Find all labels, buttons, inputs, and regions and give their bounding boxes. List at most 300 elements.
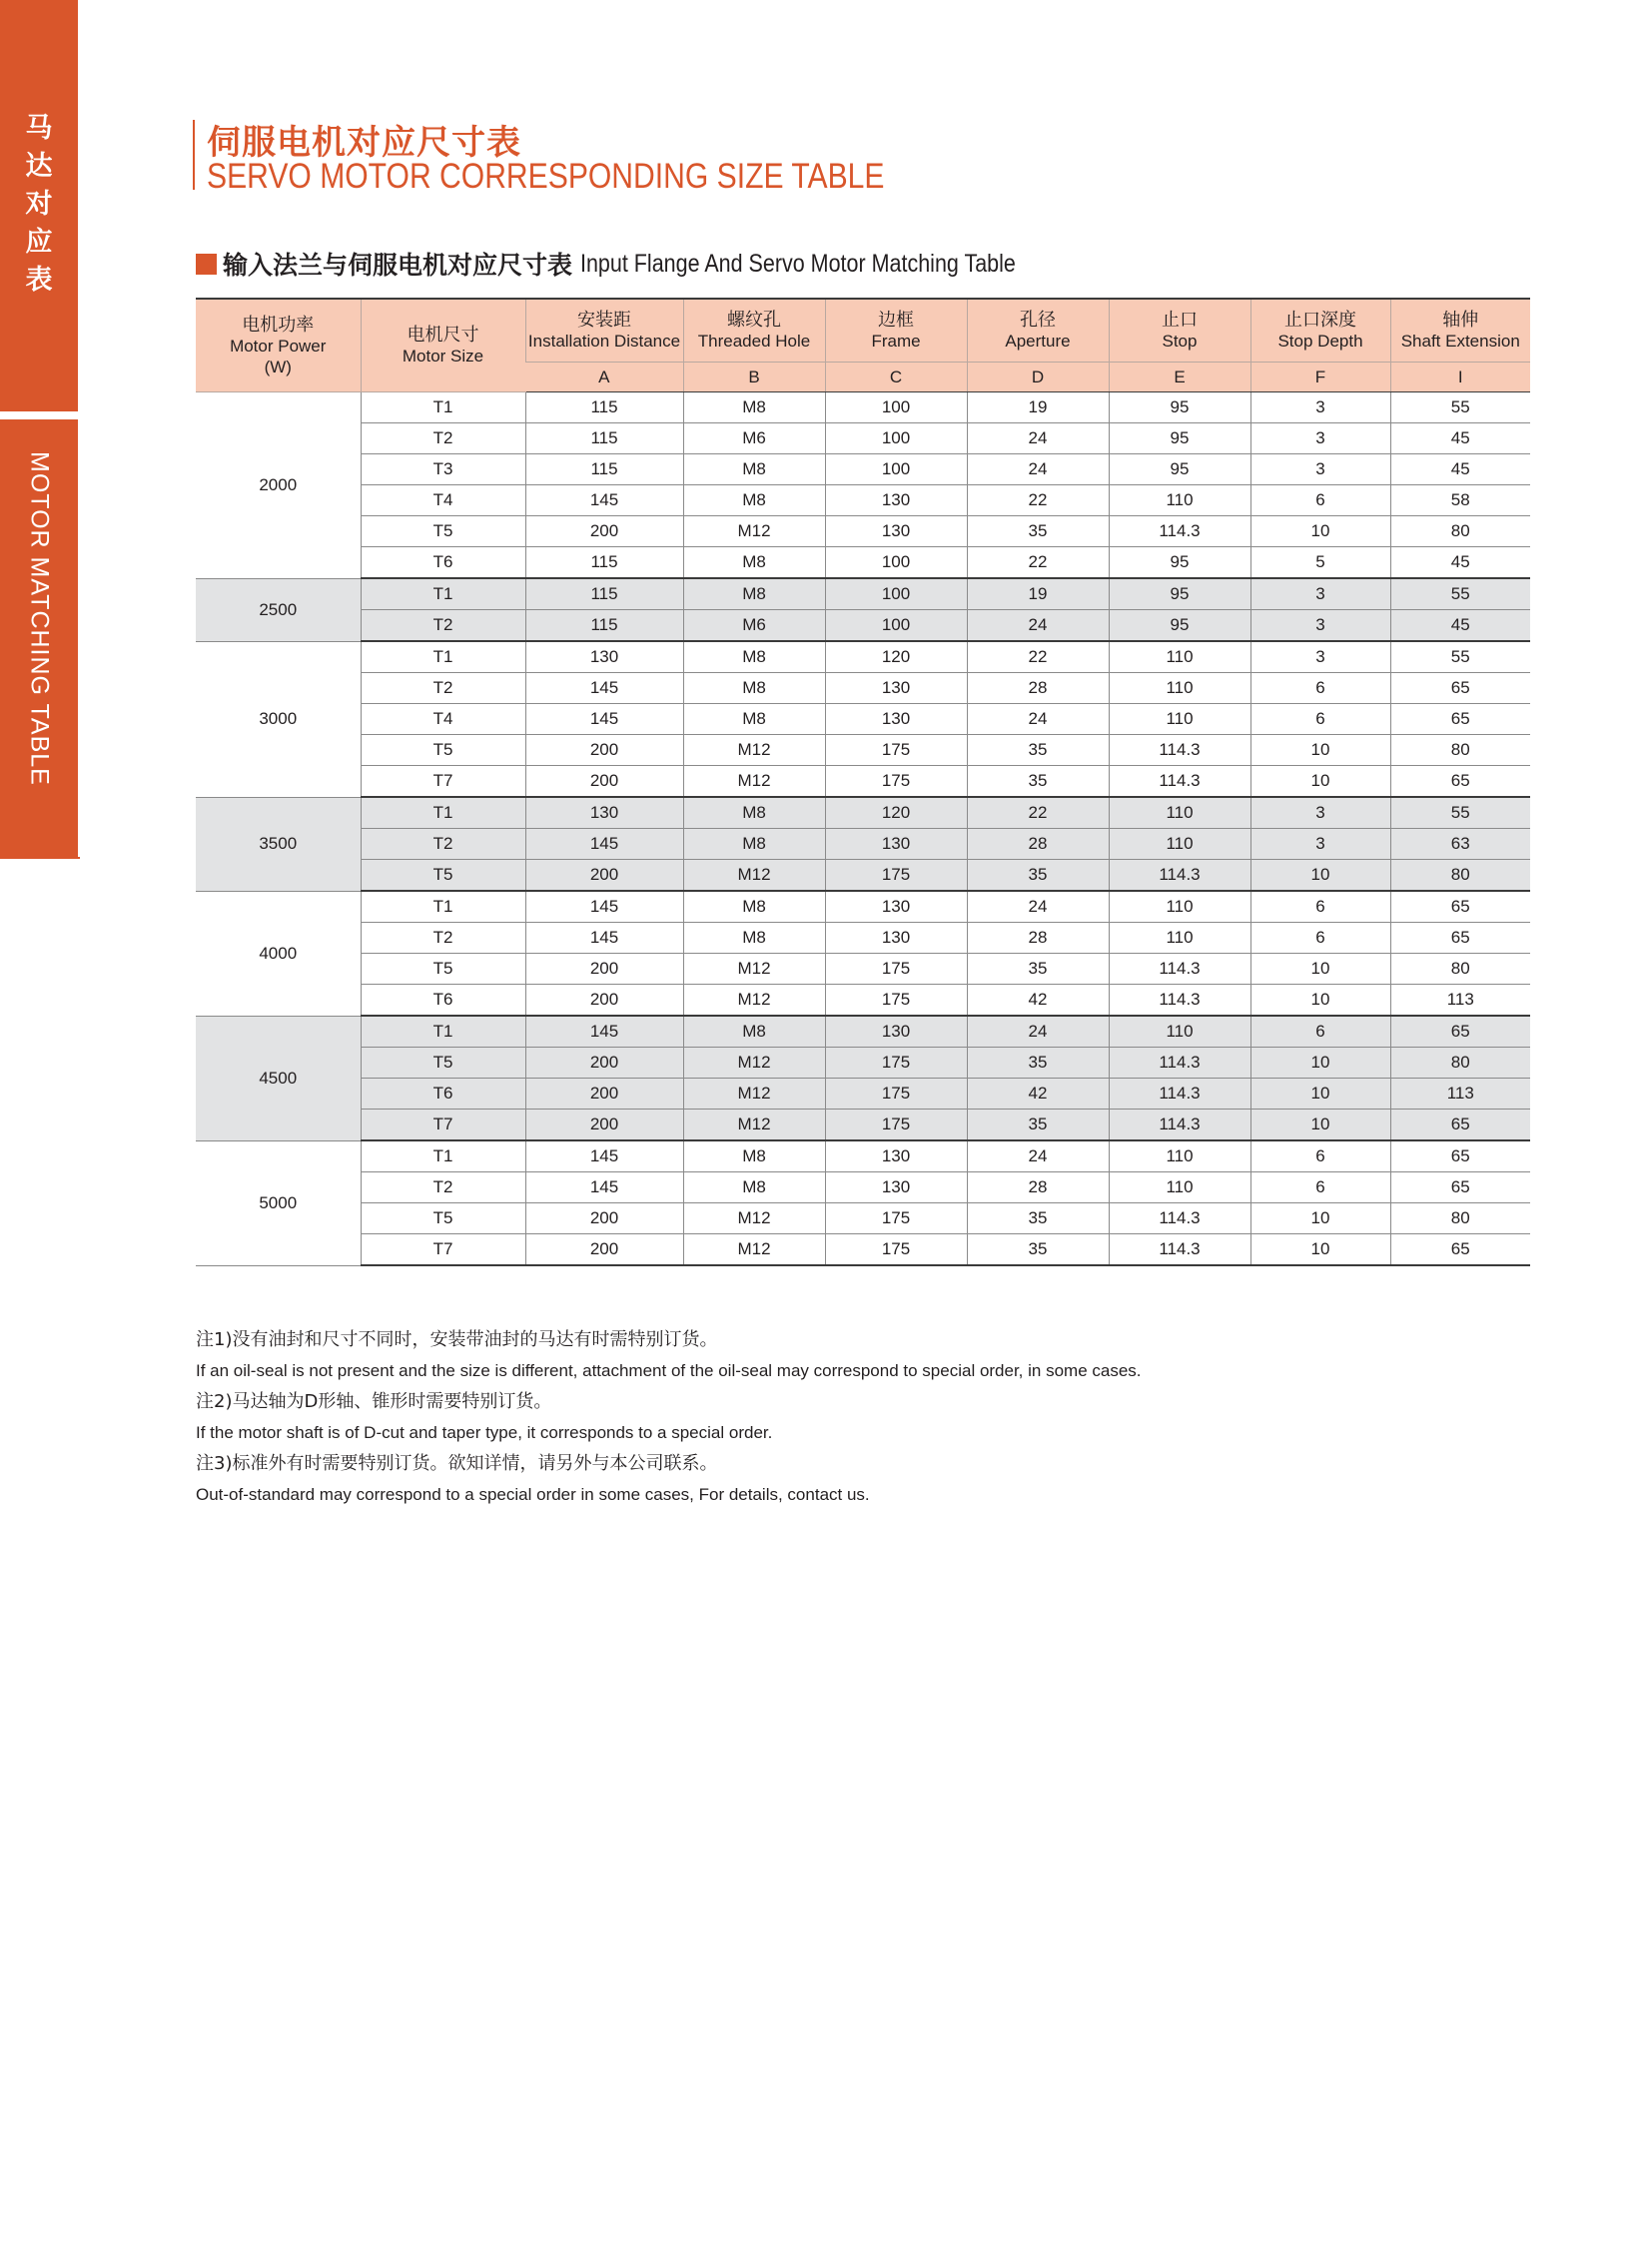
table-row <box>196 673 1530 704</box>
table-cell: 6 <box>1250 891 1390 923</box>
motor-size-cell: T4 <box>361 704 525 735</box>
table-cell: 145 <box>525 673 683 704</box>
table-cell: M12 <box>683 1110 825 1141</box>
note-cn: 注2)马达轴为D形轴、锥形时需要特别订货。 <box>196 1391 552 1412</box>
table-cell: 65 <box>1390 1234 1530 1266</box>
table-cell: 3 <box>1250 578 1390 610</box>
table-cell: 80 <box>1390 735 1530 766</box>
motor-size-cell: T2 <box>361 610 525 642</box>
table-cell: 58 <box>1390 485 1530 516</box>
table-cell: 100 <box>825 610 967 642</box>
table-row <box>196 954 1530 985</box>
title-accent-bar <box>193 120 195 190</box>
table-cell: 22 <box>967 641 1109 673</box>
motor-size-cell: T6 <box>361 547 525 579</box>
table-row <box>196 516 1530 547</box>
table-cell: 80 <box>1390 516 1530 547</box>
table-cell: 114.3 <box>1109 1048 1250 1079</box>
table-cell: M12 <box>683 1203 825 1234</box>
motor-size-cell: T5 <box>361 860 525 892</box>
table-cell: 6 <box>1250 1172 1390 1203</box>
table-row <box>196 1140 1530 1172</box>
table-cell: 200 <box>525 735 683 766</box>
table-row <box>196 641 1530 673</box>
table-cell: 110 <box>1109 485 1250 516</box>
table-cell: M12 <box>683 1079 825 1110</box>
table-cell: M8 <box>683 923 825 954</box>
sidebar-cn-char: 马 <box>25 113 53 144</box>
table-row <box>196 829 1530 860</box>
notes-block <box>196 1324 1142 1510</box>
table-cell: 110 <box>1109 829 1250 860</box>
table-cell: M8 <box>683 891 825 923</box>
header-stop-depth: 止口深度 Stop Depth <box>1250 299 1390 363</box>
table-cell: 6 <box>1250 923 1390 954</box>
table-cell: 114.3 <box>1109 516 1250 547</box>
table-cell: 35 <box>967 766 1109 798</box>
table-cell: 145 <box>525 1140 683 1172</box>
table-cell: M6 <box>683 423 825 454</box>
table-cell: 200 <box>525 1110 683 1141</box>
table-row <box>196 1110 1530 1141</box>
motor-size-cell: T5 <box>361 516 525 547</box>
motor-size-cell: T6 <box>361 1079 525 1110</box>
table-cell: 80 <box>1390 954 1530 985</box>
table-cell: 115 <box>525 610 683 642</box>
table-cell: 45 <box>1390 423 1530 454</box>
table-cell: 175 <box>825 860 967 892</box>
table-cell: 110 <box>1109 641 1250 673</box>
table-cell: 145 <box>525 1172 683 1203</box>
table-cell: M6 <box>683 610 825 642</box>
table-cell: 130 <box>825 891 967 923</box>
table-cell: M8 <box>683 641 825 673</box>
table-cell: 65 <box>1390 1172 1530 1203</box>
table-cell: 110 <box>1109 1172 1250 1203</box>
table-cell: 200 <box>525 860 683 892</box>
table-row <box>196 923 1530 954</box>
table-cell: 55 <box>1390 641 1530 673</box>
header-letter: B <box>683 363 825 392</box>
header-frame: 边框 Frame <box>825 299 967 363</box>
table-row <box>196 454 1530 485</box>
header-letter: D <box>967 363 1109 392</box>
motor-size-cell: T1 <box>361 578 525 610</box>
table-cell: 35 <box>967 1203 1109 1234</box>
table-cell: 24 <box>967 891 1109 923</box>
table-cell: 3 <box>1250 610 1390 642</box>
table-row <box>196 610 1530 642</box>
header-motor-power: 电机功率 Motor Power (W) <box>196 299 361 392</box>
table-cell: 80 <box>1390 1203 1530 1234</box>
table-cell: 100 <box>825 392 967 423</box>
table-row <box>196 1172 1530 1203</box>
table-cell: M8 <box>683 829 825 860</box>
table-cell: 5 <box>1250 547 1390 579</box>
table-row <box>196 423 1530 454</box>
motor-power-cell: 3000 <box>196 641 361 797</box>
table-row <box>196 797 1530 829</box>
table-cell: 175 <box>825 1079 967 1110</box>
table-cell: M8 <box>683 454 825 485</box>
table-cell: 65 <box>1390 1140 1530 1172</box>
motor-size-cell: T1 <box>361 1140 525 1172</box>
table-cell: 100 <box>825 547 967 579</box>
table-cell: 175 <box>825 1110 967 1141</box>
motor-power-cell: 4000 <box>196 891 361 1016</box>
table-cell: M8 <box>683 1016 825 1048</box>
table-cell: 114.3 <box>1109 860 1250 892</box>
table-cell: M8 <box>683 1172 825 1203</box>
table-cell: 145 <box>525 485 683 516</box>
header-letter: F <box>1250 363 1390 392</box>
table-cell: 175 <box>825 954 967 985</box>
table-cell: 114.3 <box>1109 1234 1250 1266</box>
table-cell: 200 <box>525 1234 683 1266</box>
table-cell: 22 <box>967 797 1109 829</box>
table-cell: 114.3 <box>1109 735 1250 766</box>
table-cell: 175 <box>825 985 967 1017</box>
table-cell: 130 <box>825 485 967 516</box>
table-cell: 35 <box>967 1110 1109 1141</box>
table-cell: M8 <box>683 704 825 735</box>
table-cell: 145 <box>525 923 683 954</box>
table-cell: 100 <box>825 454 967 485</box>
motor-size-cell: T2 <box>361 829 525 860</box>
power-group-3500 <box>196 797 1530 891</box>
table-cell: 114.3 <box>1109 1110 1250 1141</box>
table-cell: 65 <box>1390 704 1530 735</box>
sidebar-en-label-wrap <box>0 451 78 831</box>
header-letter: C <box>825 363 967 392</box>
sidebar-rule <box>0 857 80 859</box>
table-row <box>196 578 1530 610</box>
note-en: Out-of-standard may correspond to a special order in some cases, For details, contact us. <box>196 1485 870 1504</box>
table-cell: 130 <box>825 1140 967 1172</box>
table-cell: M12 <box>683 735 825 766</box>
table-cell: 55 <box>1390 578 1530 610</box>
table-cell: M8 <box>683 578 825 610</box>
power-group-2500 <box>196 578 1530 641</box>
table-cell: 200 <box>525 766 683 798</box>
table-cell: 35 <box>967 954 1109 985</box>
table-cell: 114.3 <box>1109 1079 1250 1110</box>
motor-size-cell: T5 <box>361 954 525 985</box>
table-cell: 28 <box>967 673 1109 704</box>
table-cell: 115 <box>525 454 683 485</box>
table-cell: 130 <box>525 797 683 829</box>
table-cell: 3 <box>1250 392 1390 423</box>
table-cell: 10 <box>1250 1203 1390 1234</box>
table-cell: 35 <box>967 516 1109 547</box>
header-shaft-extension: 轴伸 Shaft Extension <box>1390 299 1530 363</box>
header-motor-size: 电机尺寸 Motor Size <box>361 299 525 392</box>
motor-size-cell: T1 <box>361 641 525 673</box>
table-cell: 110 <box>1109 797 1250 829</box>
motor-power-cell: 5000 <box>196 1140 361 1265</box>
table-cell: 35 <box>967 1234 1109 1266</box>
table-cell: 45 <box>1390 610 1530 642</box>
motor-size-cell: T7 <box>361 1234 525 1266</box>
table-row <box>196 1048 1530 1079</box>
table-cell: 3 <box>1250 454 1390 485</box>
motor-size-cell: T1 <box>361 797 525 829</box>
table-cell: 10 <box>1250 516 1390 547</box>
table-row <box>196 547 1530 579</box>
table-cell: 114.3 <box>1109 766 1250 798</box>
table-cell: 24 <box>967 610 1109 642</box>
table-cell: 95 <box>1109 547 1250 579</box>
table-cell: M12 <box>683 516 825 547</box>
motor-size-cell: T7 <box>361 766 525 798</box>
sidebar-cn-label <box>0 110 78 300</box>
table-cell: M12 <box>683 1234 825 1266</box>
table-cell: 114.3 <box>1109 1203 1250 1234</box>
table-cell: 10 <box>1250 985 1390 1017</box>
motor-size-cell: T2 <box>361 923 525 954</box>
table-cell: M8 <box>683 673 825 704</box>
table-cell: 3 <box>1250 797 1390 829</box>
table-cell: 200 <box>525 954 683 985</box>
table-cell: 24 <box>967 423 1109 454</box>
sidebar-cn-char: 表 <box>25 265 53 296</box>
table-cell: 3 <box>1250 829 1390 860</box>
table-cell: 24 <box>967 454 1109 485</box>
motor-size-cell: T5 <box>361 1203 525 1234</box>
motor-power-cell: 2500 <box>196 578 361 641</box>
table-cell: 65 <box>1390 673 1530 704</box>
header-letter: E <box>1109 363 1250 392</box>
table-cell: 65 <box>1390 1110 1530 1141</box>
table-cell: 95 <box>1109 578 1250 610</box>
section-heading <box>196 246 1087 282</box>
table-cell: 65 <box>1390 1016 1530 1048</box>
power-group-3000 <box>196 641 1530 797</box>
table-cell: 113 <box>1390 1079 1530 1110</box>
motor-power-cell: 4500 <box>196 1016 361 1140</box>
table-cell: 24 <box>967 1016 1109 1048</box>
header-installation-distance: 安装距 Installation Distance <box>525 299 683 363</box>
table-cell: 65 <box>1390 923 1530 954</box>
table-cell: 22 <box>967 485 1109 516</box>
header-letter: A <box>525 363 683 392</box>
table-cell: 42 <box>967 1079 1109 1110</box>
table-cell: 3 <box>1250 641 1390 673</box>
motor-size-cell: T3 <box>361 454 525 485</box>
motor-size-cell: T1 <box>361 891 525 923</box>
table-cell: 175 <box>825 1203 967 1234</box>
table-cell: M8 <box>683 547 825 579</box>
motor-power-cell: 3500 <box>196 797 361 891</box>
table-cell: 130 <box>825 516 967 547</box>
motor-size-cell: T5 <box>361 1048 525 1079</box>
table-row <box>196 485 1530 516</box>
table-cell: M12 <box>683 766 825 798</box>
table-cell: 28 <box>967 829 1109 860</box>
power-group-4500 <box>196 1016 1530 1140</box>
table-cell: 175 <box>825 1048 967 1079</box>
table-cell: 10 <box>1250 1079 1390 1110</box>
table-cell: 145 <box>525 704 683 735</box>
table-cell: 115 <box>525 392 683 423</box>
table-row <box>196 1016 1530 1048</box>
table-cell: 6 <box>1250 704 1390 735</box>
table-cell: 110 <box>1109 891 1250 923</box>
table-cell: 175 <box>825 766 967 798</box>
motor-size-cell: T1 <box>361 392 525 423</box>
table-cell: 130 <box>825 1172 967 1203</box>
motor-size-cell: T5 <box>361 735 525 766</box>
motor-size-cell: T2 <box>361 673 525 704</box>
table-cell: 110 <box>1109 673 1250 704</box>
section-title-en: Input Flange And Servo Motor Matching Table <box>580 249 1016 278</box>
table-cell: 6 <box>1250 1140 1390 1172</box>
motor-size-cell: T4 <box>361 485 525 516</box>
table-cell: 145 <box>525 1016 683 1048</box>
table-cell: 110 <box>1109 704 1250 735</box>
table-cell: 95 <box>1109 610 1250 642</box>
motor-size-cell: T2 <box>361 423 525 454</box>
table-cell: 145 <box>525 829 683 860</box>
table-cell: M12 <box>683 985 825 1017</box>
table-cell: 3 <box>1250 423 1390 454</box>
table-cell: 10 <box>1250 954 1390 985</box>
table-cell: 120 <box>825 641 967 673</box>
motor-size-cell: T2 <box>361 1172 525 1203</box>
table-cell: 10 <box>1250 860 1390 892</box>
table-cell: 35 <box>967 1048 1109 1079</box>
table-cell: 6 <box>1250 673 1390 704</box>
table-cell: 200 <box>525 1079 683 1110</box>
table-cell: 42 <box>967 985 1109 1017</box>
table-cell: 130 <box>825 1016 967 1048</box>
table-row <box>196 1234 1530 1266</box>
table-cell: 95 <box>1109 392 1250 423</box>
table-cell: 114.3 <box>1109 954 1250 985</box>
motor-size-cell: T7 <box>361 1110 525 1141</box>
table-cell: 110 <box>1109 923 1250 954</box>
table-cell: 115 <box>525 547 683 579</box>
table-cell: M8 <box>683 1140 825 1172</box>
table-cell: 22 <box>967 547 1109 579</box>
table-row <box>196 392 1530 423</box>
table-cell: 28 <box>967 1172 1109 1203</box>
power-group-4000 <box>196 891 1530 1016</box>
table-cell: 28 <box>967 923 1109 954</box>
power-group-2000 <box>196 392 1530 579</box>
table-row <box>196 860 1530 892</box>
table-row <box>196 704 1530 735</box>
table-cell: 130 <box>825 829 967 860</box>
table-cell: 80 <box>1390 1048 1530 1079</box>
table-cell: 110 <box>1109 1016 1250 1048</box>
table-cell: 130 <box>825 673 967 704</box>
table-cell: 63 <box>1390 829 1530 860</box>
sidebar-cn-char: 对 <box>25 189 53 220</box>
table-cell: 113 <box>1390 985 1530 1017</box>
page-title-en: SERVO MOTOR CORRESPONDING SIZE TABLE <box>207 157 885 196</box>
table-cell: 200 <box>525 1048 683 1079</box>
note-en: If an oil-seal is not present and the size is different, attachment of the oil-seal may correspond to special order, in some cases. <box>196 1361 1142 1380</box>
table-cell: 200 <box>525 985 683 1017</box>
motor-size-cell: T6 <box>361 985 525 1017</box>
table-cell: 175 <box>825 1234 967 1266</box>
matching-table <box>196 298 1530 1266</box>
page-title-cn: 伺服电机对应尺寸表 <box>207 123 521 163</box>
table-cell: 145 <box>525 891 683 923</box>
table-cell: 120 <box>825 797 967 829</box>
table-cell: 10 <box>1250 1110 1390 1141</box>
note-en: If the motor shaft is of D-cut and taper type, it corresponds to a special order. <box>196 1423 773 1442</box>
table-cell: M12 <box>683 860 825 892</box>
table-cell: 130 <box>825 923 967 954</box>
table-cell: 24 <box>967 704 1109 735</box>
table-cell: 100 <box>825 578 967 610</box>
table-row <box>196 985 1530 1017</box>
table-cell: M8 <box>683 797 825 829</box>
table-cell: 115 <box>525 423 683 454</box>
table-cell: 110 <box>1109 1140 1250 1172</box>
table-cell: 200 <box>525 516 683 547</box>
table-cell: 35 <box>967 735 1109 766</box>
table-cell: M8 <box>683 392 825 423</box>
table-cell: 19 <box>967 578 1109 610</box>
table-cell: 130 <box>825 704 967 735</box>
table-cell: 80 <box>1390 860 1530 892</box>
table-cell: M12 <box>683 1048 825 1079</box>
sidebar-cn-char: 达 <box>25 151 53 182</box>
motor-size-cell: T1 <box>361 1016 525 1048</box>
table-cell: 10 <box>1250 1048 1390 1079</box>
table-cell: 100 <box>825 423 967 454</box>
power-group-5000 <box>196 1140 1530 1265</box>
table-cell: 115 <box>525 578 683 610</box>
table-cell: M12 <box>683 954 825 985</box>
table-cell: 45 <box>1390 454 1530 485</box>
table-cell: 45 <box>1390 547 1530 579</box>
table-cell: 10 <box>1250 766 1390 798</box>
table-row <box>196 735 1530 766</box>
header-aperture: 孔径 Aperture <box>967 299 1109 363</box>
table-cell: 6 <box>1250 1016 1390 1048</box>
note-cn: 注1)没有油封和尺寸不同时，安装带油封的马达有时需特别订货。 <box>196 1329 718 1350</box>
table-row <box>196 891 1530 923</box>
table-cell: 24 <box>967 1140 1109 1172</box>
table-cell: 19 <box>967 392 1109 423</box>
table-cell: 114.3 <box>1109 985 1250 1017</box>
header-threaded-hole: 螺纹孔 Threaded Hole <box>683 299 825 363</box>
table-row <box>196 766 1530 798</box>
table-cell: 6 <box>1250 485 1390 516</box>
table-cell: 10 <box>1250 735 1390 766</box>
section-title-cn: 输入法兰与伺服电机对应尺寸表 <box>223 251 573 280</box>
table-cell: 200 <box>525 1203 683 1234</box>
table-row <box>196 1203 1530 1234</box>
note-cn: 注3)标准外有时需要特别订货。欲知详情，请另外与本公司联系。 <box>196 1453 718 1474</box>
table-row <box>196 1079 1530 1110</box>
sidebar-en-label: MOTOR MATCHING TABLE <box>25 451 54 786</box>
table-cell: 65 <box>1390 891 1530 923</box>
table-cell: 55 <box>1390 797 1530 829</box>
square-bullet-icon <box>196 254 217 275</box>
table-cell: 10 <box>1250 1234 1390 1266</box>
table-cell: 175 <box>825 735 967 766</box>
table-cell: 55 <box>1390 392 1530 423</box>
header-stop: 止口 Stop <box>1109 299 1250 363</box>
table-cell: 65 <box>1390 766 1530 798</box>
table-cell: 95 <box>1109 454 1250 485</box>
sidebar-cn-char: 应 <box>25 227 53 258</box>
